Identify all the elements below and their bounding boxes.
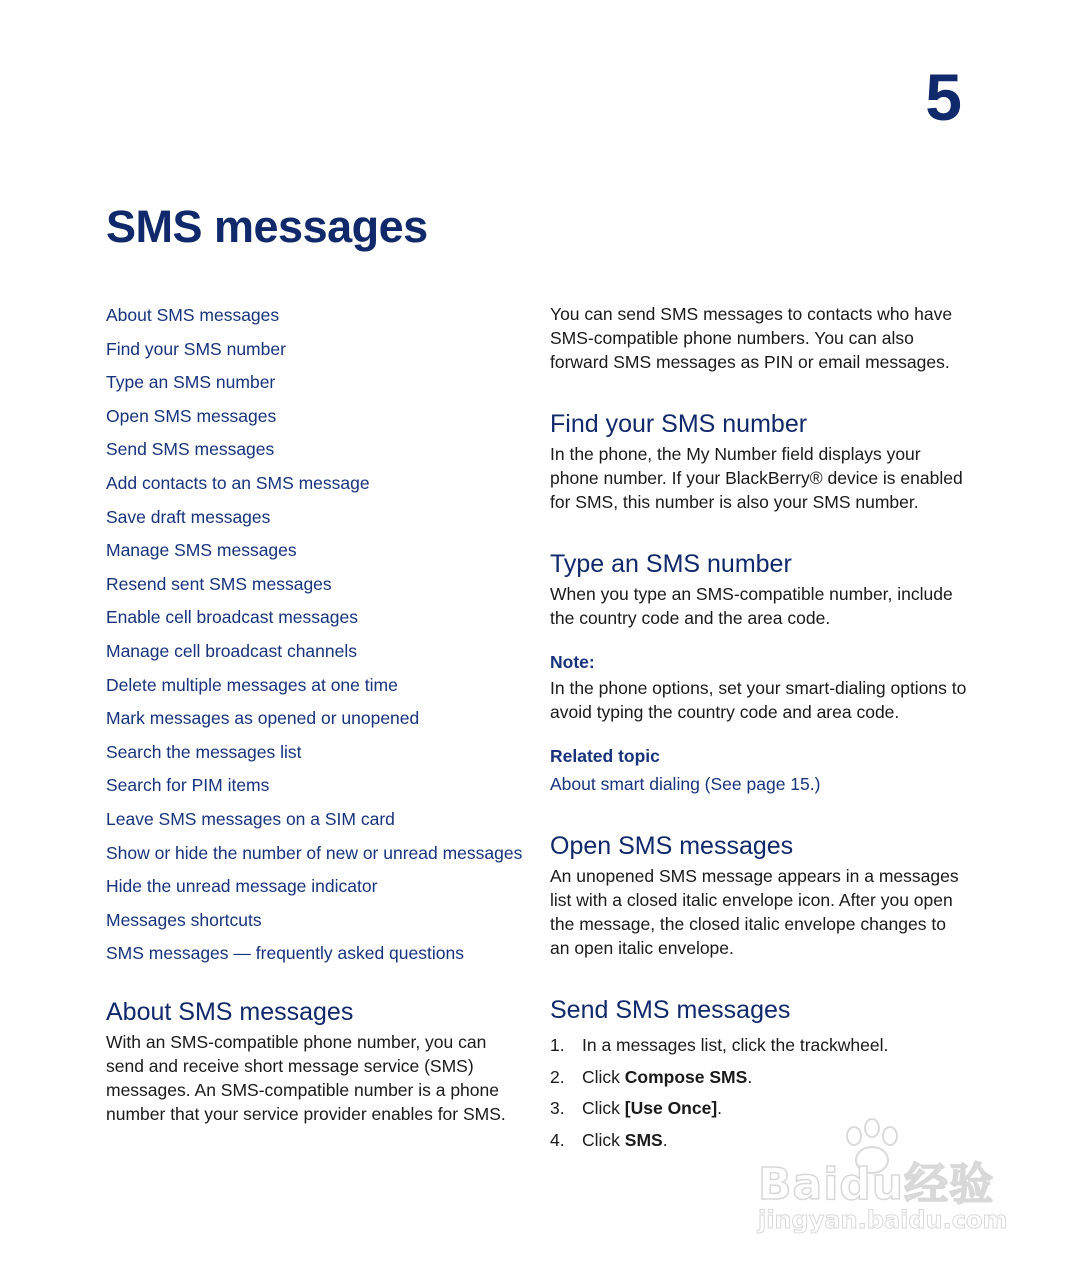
toc-link[interactable]: Search for PIM items	[106, 775, 270, 796]
step-number: 1.	[550, 1035, 565, 1055]
toc-link[interactable]: Type an SMS number	[106, 372, 276, 393]
toc-link[interactable]: About SMS messages	[106, 305, 280, 325]
toc-link[interactable]: Add contacts to an SMS message	[106, 472, 370, 493]
step-number: 3.	[550, 1098, 565, 1118]
toc-link[interactable]: Resend sent SMS messages	[106, 573, 332, 594]
send-messages-heading: Send SMS messages	[550, 996, 791, 1024]
step-number: 4.	[550, 1129, 565, 1150]
step-number: 2.	[550, 1066, 565, 1087]
baidu-watermark	[752, 1122, 1008, 1242]
step-item	[550, 1062, 970, 1094]
step-text: Click SMS.	[582, 1129, 668, 1150]
open-messages-heading: Open SMS messages	[550, 832, 794, 860]
page-title: SMS messages	[106, 201, 428, 252]
intro-text: You can send SMS messages to contacts who have SMS-compatible phone numbers. You can also forward SMS messages as PIN or email messages.	[550, 304, 953, 372]
toc-link[interactable]: Messages shortcuts	[106, 909, 262, 930]
find-number-text: In the phone, the My Number field displays your phone number. If your BlackBerry® device is enabled for SMS, this number is also your SMS number.	[550, 444, 963, 512]
step-text: Click Compose SMS.	[582, 1066, 753, 1087]
toc-link[interactable]: Leave SMS messages on a SIM card	[106, 808, 395, 829]
type-number-heading: Type an SMS number	[550, 550, 792, 578]
open-messages-section	[550, 830, 970, 960]
toc-link[interactable]: Search the messages list	[106, 741, 302, 762]
watermark-url: jingyan.baidu.com	[758, 1206, 1008, 1234]
toc-link[interactable]: Enable cell broadcast messages	[106, 607, 358, 628]
toc-link[interactable]: Delete multiple messages at one time	[106, 674, 398, 695]
related-topic-link[interactable]: About smart dialing (See page 15.)	[550, 774, 821, 794]
intro-section	[550, 302, 970, 374]
find-number-heading: Find your SMS number	[550, 410, 808, 438]
find-number-section	[550, 408, 970, 514]
toc-link[interactable]: Manage SMS messages	[106, 540, 297, 561]
note-label: Note:	[550, 652, 595, 672]
toc-link[interactable]: Find your SMS number	[106, 338, 286, 359]
open-messages-text: An unopened SMS message appears in a messages list with a closed italic envelope icon. After you open the message, the closed italic envelope changes to an open italic envelope.	[550, 866, 959, 958]
right-column	[550, 302, 970, 1156]
watermark-logo: Baidu经验	[758, 1159, 995, 1210]
about-heading: About SMS messages	[106, 998, 354, 1026]
toc-link[interactable]: Save draft messages	[106, 506, 271, 527]
related-topic-label: Related topic	[550, 746, 660, 766]
toc-link[interactable]: Show or hide the number of new or unread messages	[106, 842, 523, 863]
step-text: Click [Use Once].	[582, 1098, 723, 1118]
step-item	[550, 1030, 970, 1062]
about-section	[106, 996, 521, 1126]
toc-link[interactable]: Mark messages as opened or unopened	[106, 708, 420, 729]
toc-link[interactable]: Open SMS messages	[106, 405, 277, 426]
type-number-text: When you type an SMS-compatible number, include the country code and the area code.	[550, 584, 953, 628]
table-of-contents	[106, 300, 526, 972]
toc-link[interactable]: Manage cell broadcast channels	[106, 640, 357, 661]
about-text: With an SMS-compatible phone number, you can send and receive short message service (SMS) messages. An SMS-compatible number is a phone number that your service provider enables for SMS.	[106, 1032, 506, 1124]
toc-link[interactable]: Send SMS messages	[106, 439, 275, 460]
type-number-section	[550, 548, 970, 796]
chapter-number: 5	[925, 60, 962, 134]
note-text: In the phone options, set your smart-dialing options to avoid typing the country code and area code.	[550, 678, 967, 722]
toc-link[interactable]: SMS messages — frequently asked questions	[106, 943, 464, 964]
toc-link[interactable]: Hide the unread message indicator	[106, 876, 378, 897]
step-text: In a messages list, click the trackwheel.	[582, 1035, 889, 1055]
